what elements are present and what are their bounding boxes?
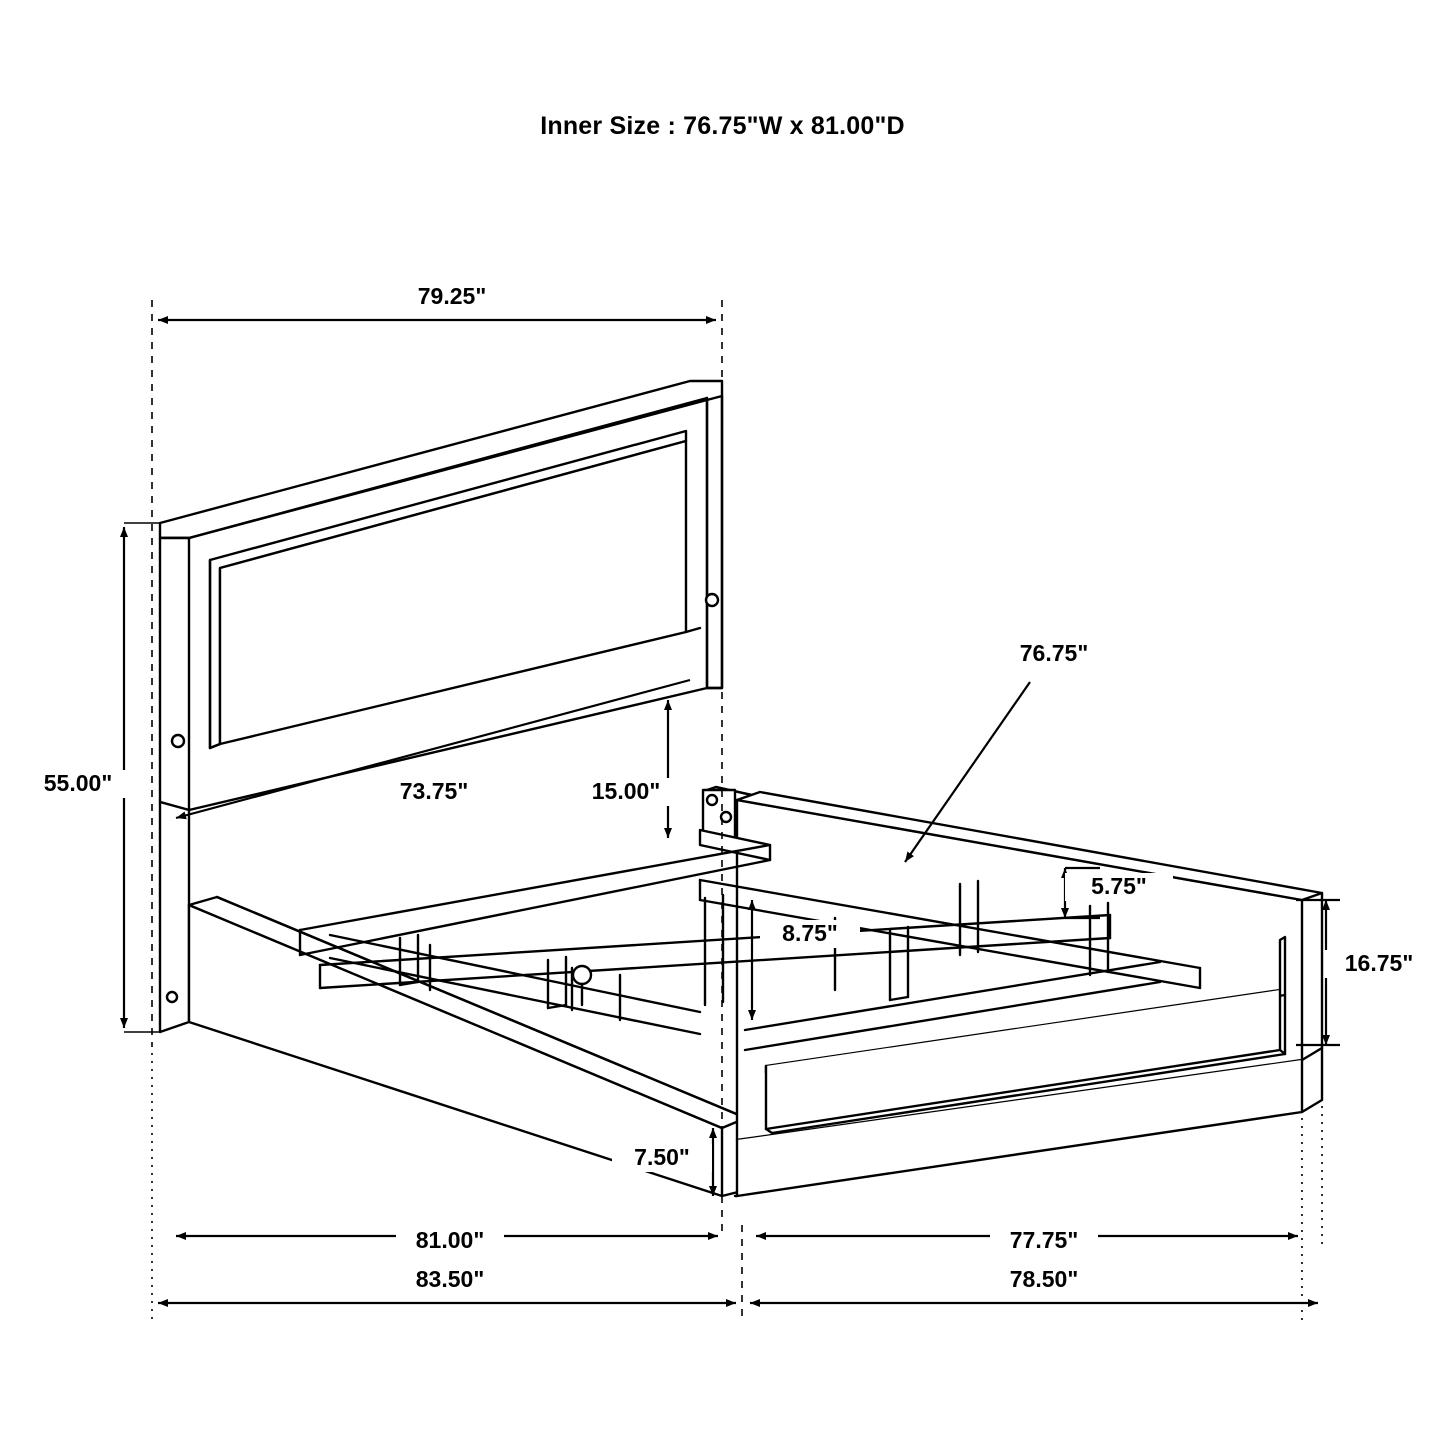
dimension-label-bed-length-inner: 81.00" bbox=[415, 1227, 485, 1253]
dimension-label-inner-width: 76.75" bbox=[1019, 640, 1089, 666]
dimension-labels bbox=[26, 283, 1434, 1294]
dimension-label-footboard-clearance: 7.50" bbox=[634, 1144, 690, 1170]
dimension-label-footboard-width-outer: 78.50" bbox=[1009, 1266, 1079, 1292]
dimension-label-side-rail-length: 73.75" bbox=[399, 778, 469, 804]
dimension-label-footboard-height: 16.75" bbox=[1344, 950, 1414, 976]
dimension-label-headboard-width: 79.25" bbox=[417, 283, 487, 309]
dimension-label-slat-clearance: 15.00" bbox=[591, 778, 661, 804]
dimension-label-headboard-height: 55.00" bbox=[43, 770, 113, 796]
dimension-label-footboard-width-inner: 77.75" bbox=[1009, 1227, 1079, 1253]
page-title: Inner Size : 76.75"W x 81.00"D bbox=[540, 112, 905, 140]
dimension-label-rail-thickness: 5.75" bbox=[1091, 873, 1147, 899]
dimension-label-bed-length-outer: 83.50" bbox=[415, 1266, 485, 1292]
bed-illustration bbox=[160, 381, 1322, 1196]
dimension-label-slat-height: 8.75" bbox=[782, 920, 838, 946]
